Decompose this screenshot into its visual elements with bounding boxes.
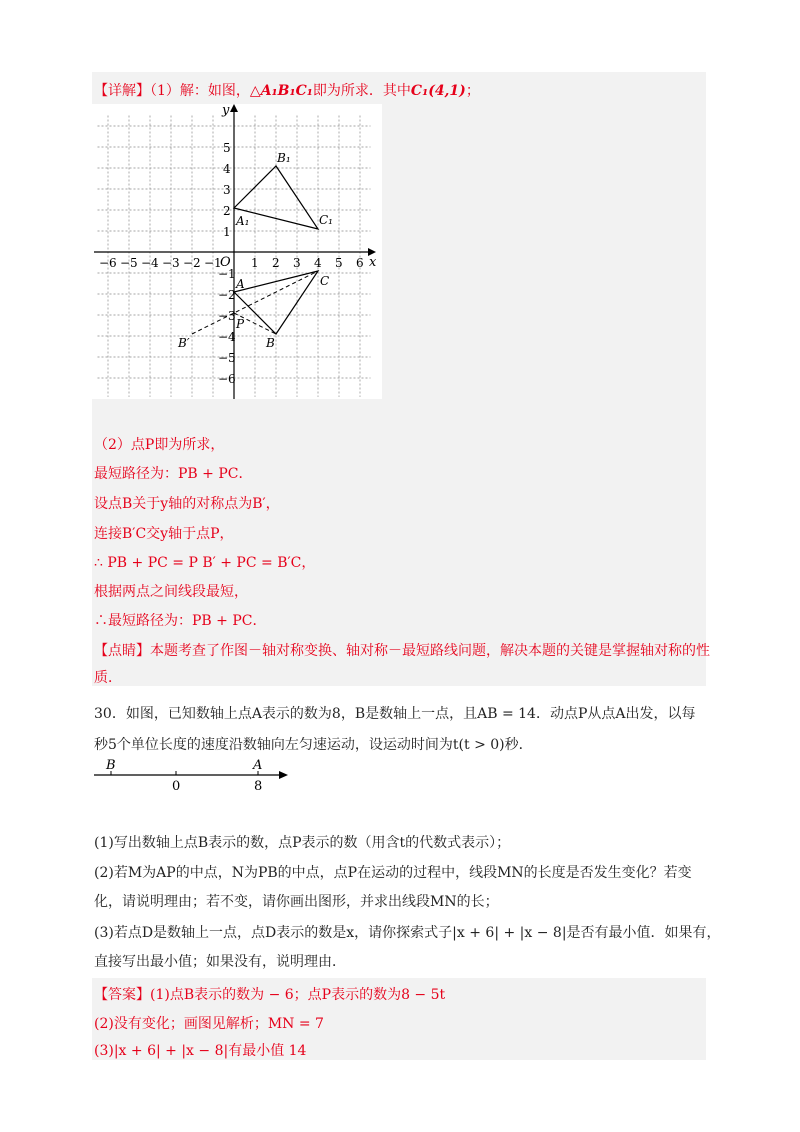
x-tick-label: 5 bbox=[335, 256, 343, 270]
nl-eight-label: 8 bbox=[254, 779, 263, 794]
y-axis-label: y bbox=[222, 104, 230, 118]
nl-a-label: A bbox=[253, 758, 263, 773]
origin-label: O bbox=[220, 255, 231, 270]
answer-text1: (1)点B表示的数为 − 6；点P表示的数为8 − 5t bbox=[150, 987, 446, 1003]
point-b1-label: B₁ bbox=[277, 151, 291, 165]
answer-line1 bbox=[94, 984, 445, 1004]
q30-sub1: (1)写出数轴上点B表示的数，点P表示的数（用含t的代数式表示）； bbox=[94, 835, 511, 851]
detail-end-mark: ； bbox=[465, 83, 480, 99]
detail-part1-text: （1）解：如图， bbox=[150, 83, 250, 99]
c1-coordinate: C₁(4,1) bbox=[410, 83, 466, 99]
y-tick-label: −2 bbox=[218, 288, 236, 302]
x-tick-label: −2 bbox=[183, 256, 201, 270]
part2-line-4: ∴ PB + PC = P B′ + PC = B′C， bbox=[94, 555, 316, 571]
x-tick-label: −6 bbox=[99, 256, 117, 270]
y-tick-label: −6 bbox=[218, 372, 236, 386]
part2-line-5: 根据两点之间线段最短， bbox=[94, 584, 248, 600]
x-tick-label: 3 bbox=[293, 256, 301, 270]
y-tick-label: −1 bbox=[218, 267, 236, 281]
number-line-figure bbox=[92, 756, 302, 796]
q30-line2: 秒5个单位长度的速度沿数轴向左匀速运动，设运动时间为t(t > 0)秒． bbox=[94, 737, 533, 753]
y-tick-label: 5 bbox=[223, 141, 231, 155]
x-tick-label: −3 bbox=[162, 256, 180, 270]
y-tick-label: 4 bbox=[223, 162, 231, 176]
part2-line-3: 连接B′C交y轴于点P， bbox=[94, 526, 234, 542]
y-tick-label: −4 bbox=[218, 330, 236, 344]
x-tick-label: 1 bbox=[251, 256, 259, 270]
y-axis-arrow bbox=[230, 104, 238, 112]
number-line-arrow bbox=[279, 771, 288, 779]
point-a1-label: A₁ bbox=[236, 214, 250, 228]
point-p-label: P bbox=[236, 317, 245, 331]
point-c-label: C bbox=[320, 274, 330, 288]
part2-line-0: （2）点P即为所求， bbox=[94, 437, 225, 453]
point-c1-label: C₁ bbox=[319, 213, 333, 227]
y-tick-label: −5 bbox=[218, 351, 236, 365]
detail-part1-suffix: 即为所求．其中 bbox=[312, 83, 411, 99]
y-tick-label: 3 bbox=[223, 183, 231, 197]
x-tick-label: 4 bbox=[314, 256, 322, 270]
point-b-label: B bbox=[266, 336, 275, 350]
answer-line3: (3)|x + 6| + |x − 8|有最小值 14 bbox=[94, 1043, 307, 1059]
x-tick-label: −1 bbox=[204, 256, 222, 270]
answer-line2: (2)没有变化；画图见解析；MN = 7 bbox=[94, 1016, 324, 1032]
nl-b-label: B bbox=[106, 758, 116, 773]
answer-tag: 【答案】 bbox=[94, 987, 150, 1003]
detail-header-line bbox=[94, 80, 480, 100]
x-tick-label: 2 bbox=[272, 256, 280, 270]
part2-line-1: 最短路径为：PB + PC． bbox=[94, 466, 253, 482]
comment-line1 bbox=[94, 640, 710, 660]
comment-text1: 本题考查了作图－轴对称变换、轴对称－最短路线问题，解决本题的关键是掌握轴对称的性 bbox=[150, 643, 710, 659]
detail-tag: 【详解】 bbox=[94, 83, 150, 99]
q30-sub2-line1: (2)若M为AP的中点，N为PB的中点，点P在运动的过程中，线段MN的长度是否发生变化？若变 bbox=[94, 865, 692, 881]
coordinate-figure bbox=[92, 104, 382, 399]
q30-sub3-line2: 直接写出最小值；如果没有，说明理由． bbox=[94, 954, 346, 970]
y-tick-label: 1 bbox=[223, 225, 231, 239]
y-tick-label: −3 bbox=[218, 309, 236, 323]
x-axis-label: x bbox=[369, 255, 377, 270]
x-tick-label: −4 bbox=[141, 256, 159, 270]
triangle-name: △A₁B₁C₁ bbox=[249, 83, 313, 99]
y-tick-label: 2 bbox=[223, 204, 231, 218]
x-tick-label: 6 bbox=[356, 256, 364, 270]
x-tick-label: −5 bbox=[120, 256, 138, 270]
nl-zero-label: 0 bbox=[172, 779, 181, 794]
q30-line1: 30．如图，已知数轴上点A表示的数为8，B是数轴上一点，且AB = 14．动点P从点A出发，以每 bbox=[94, 706, 696, 722]
comment-tag: 【点睛】 bbox=[94, 643, 150, 659]
part2-line-6: ∴最短路径为：PB + PC． bbox=[94, 613, 267, 629]
point-a-label: A bbox=[236, 277, 245, 291]
point-bprime-label: B′ bbox=[178, 336, 190, 350]
q30-sub2-line2: 化，请说明理由；若不变，请你画出图形，并求出线段MN的长； bbox=[94, 894, 499, 910]
comment-line2: 质． bbox=[94, 670, 122, 686]
part2-line-2: 设点B关于y轴的对称点为B′， bbox=[94, 496, 280, 512]
q30-sub3-line1: (3)若点D是数轴上一点，点D表示的数是x，请你探索式子|x + 6| + |x − 8|是否有最小值．如果有， bbox=[94, 925, 721, 941]
